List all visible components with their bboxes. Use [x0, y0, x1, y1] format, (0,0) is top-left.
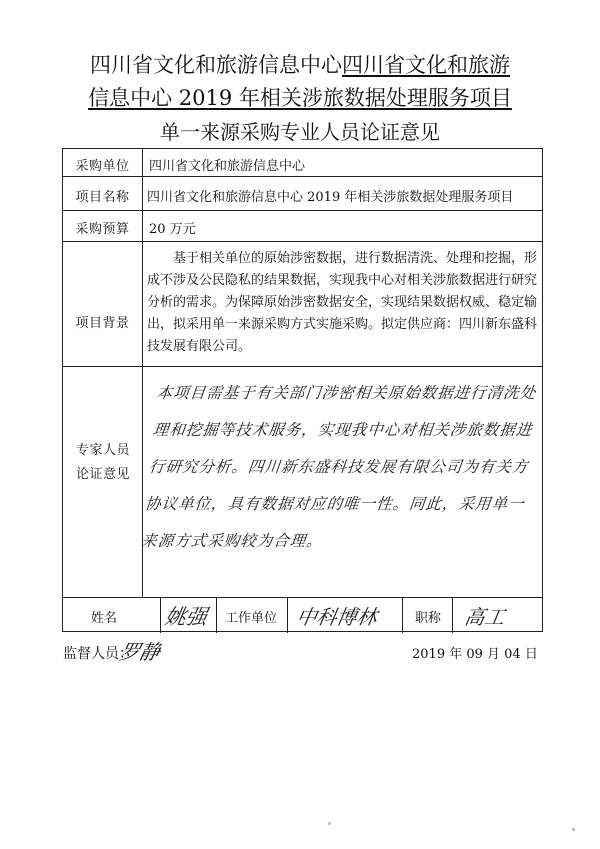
- purchaser-value: 四川省文化和旅游信息中心: [149, 159, 306, 174]
- row-divider: [63, 176, 542, 177]
- monitor-label: 监督人员：: [63, 646, 133, 662]
- expert-opinion-label: 专家人员论证意见: [75, 443, 130, 482]
- name-signature: 姚强: [162, 605, 209, 629]
- project-background-label: 项目背景: [75, 316, 130, 331]
- document-title-line-1: [0, 50, 600, 80]
- work-unit-label: 工作单位: [225, 611, 278, 626]
- budget-label: 采购预算: [75, 222, 130, 237]
- project-name-label: 项目名称: [75, 190, 130, 205]
- monitor-signature: 罗静: [117, 640, 163, 664]
- column-divider: [452, 597, 453, 633]
- scan-speck: [572, 828, 575, 831]
- row-divider: [63, 210, 542, 211]
- document-title-line-2: [0, 83, 600, 113]
- title-signature: 高工: [462, 605, 507, 629]
- title-label: 职称: [415, 611, 442, 626]
- document-title-line-3: 单一来源采购专业人员论证意见: [160, 120, 440, 144]
- signing-date: 2019 年 09 月 04 日: [412, 647, 538, 662]
- column-divider: [402, 597, 403, 633]
- name-label: 姓名: [91, 611, 118, 626]
- expert-handwritten-opinion: 本项目需基于有关部门涉密相关原始数据进行清洗处理和挖掘等技术服务，实现我中心对相关涉旅数据进行研究分析。四川新东盛科技发展有限公司为有关方协议单位，具有数据对应的唯一性。同此，采用单一来源方式采购较为合理。: [140, 384, 538, 550]
- column-divider: [216, 597, 217, 633]
- title-line1-underlined: 四川省文化和旅游: [342, 53, 510, 77]
- row-divider: [63, 597, 542, 598]
- work-unit-signature: 中科博林: [294, 605, 379, 629]
- project-background-text: 基于相关单位的原始涉密数据，进行数据清洗、处理和挖掘，形成不涉及公民隐私的结果数据，实现我中心对相关涉旅数据进行研究分析的需求。为保障原始涉密数据安全，实现结果数据权威、稳定输出，拟采用单一来源采购方式实施采购。拟定供应商：四川新东盛科技发展有限公司。: [147, 251, 538, 354]
- scan-speck: [328, 822, 331, 825]
- row-divider: [63, 241, 542, 242]
- title-line2-underlined: 信息中心 2019 年相关涉旅数据处理服务项目: [88, 86, 512, 110]
- column-divider: [160, 597, 161, 633]
- purchaser-label: 采购单位: [75, 159, 130, 174]
- evaluation-form-table: [62, 148, 543, 632]
- title-line1-plain: 四川省文化和旅游信息中心: [90, 53, 342, 77]
- column-divider: [287, 597, 288, 633]
- budget-value: 20 万元: [149, 222, 196, 237]
- row-divider: [63, 366, 542, 367]
- project-name-value: 四川省文化和旅游信息中心 2019 年相关涉旅数据处理服务项目: [147, 190, 514, 205]
